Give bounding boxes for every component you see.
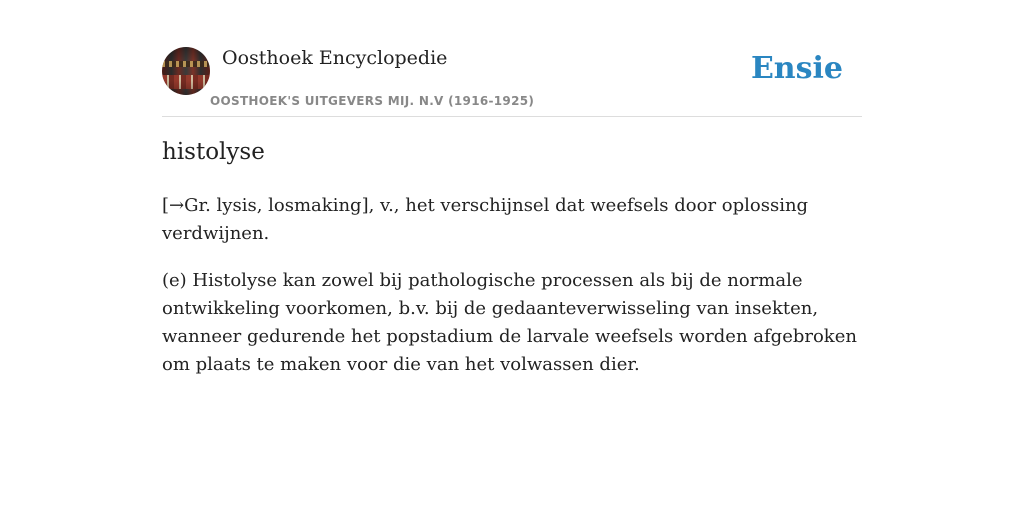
encyclopedia-books-avatar[interactable] [162, 47, 210, 95]
entry-title: histolyse [162, 139, 265, 165]
entry-paragraph-description: (e) Histolyse kan zowel bij pathologische processen als bij de normale ontwikkeling voorkomen, b.v. bij de gedaanteverwisseling van insekten, wanneer gedurende het popstadium de larvale weefsels worden afgebroken om plaats te maken voor die van het volwassen dier. [162, 270, 857, 375]
avatar-shade [162, 47, 210, 95]
entry-paragraph-definition: [→Gr. lysis, losmaking], v., het verschijnsel dat weefsels door oplossing verdwijnen. [162, 195, 809, 244]
publisher-label: OOSTHOEK'S UITGEVERS MIJ. N.V (1916-1925) [210, 94, 535, 108]
header [162, 46, 862, 117]
site-title[interactable]: Oosthoek Encyclopedie [222, 47, 448, 69]
brand-logo-link[interactable]: Ensie [750, 51, 843, 86]
